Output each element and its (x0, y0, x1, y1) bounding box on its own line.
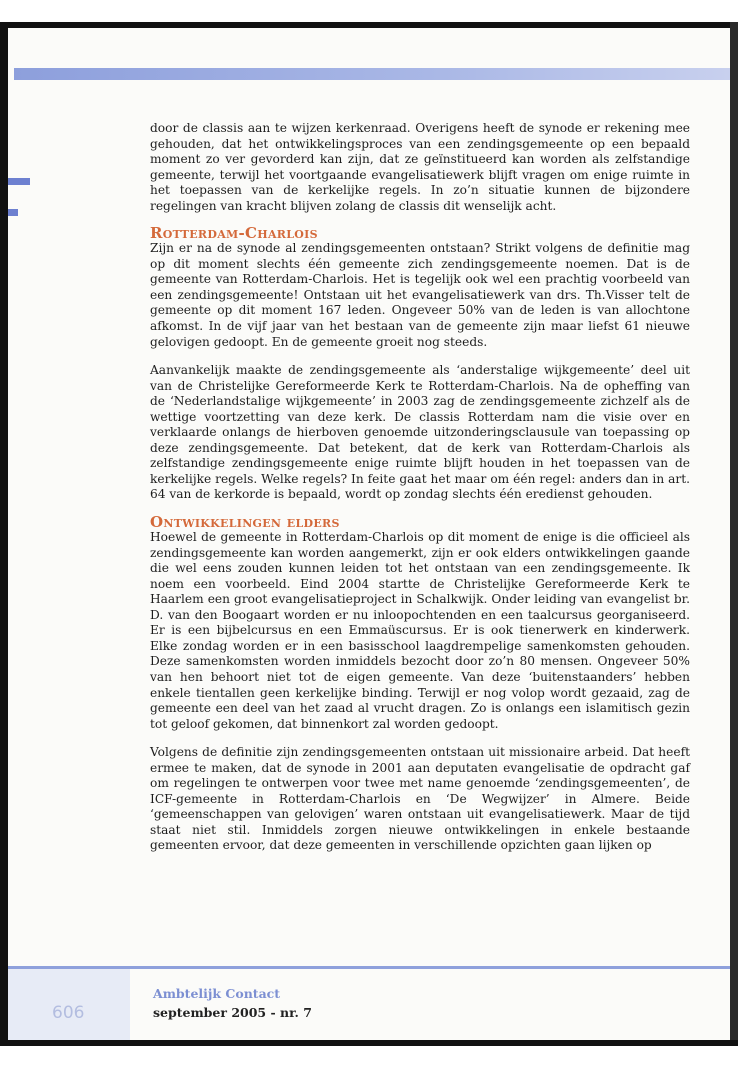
scan-border-right (730, 22, 738, 1046)
article-body (150, 121, 690, 854)
section-heading-ontwikkelingen-elders: Ontwikkelingen elders (150, 513, 340, 532)
margin-tab-2 (8, 209, 18, 216)
paragraph-elders-1: Hoewel de gemeente in Rotterdam-Charlois op dit moment de enige is die officieel als zendingsgemeente kan worden aangemerkt, zijn er ook elders ontwikkelingen gaande die wel eens zouden kunnen leiden tot het ontstaan van een zendingsgemeente. Ik noem een voorbeeld. Eind 2004 startte de Christelijke Gereformeerde Kerk te Haarlem een groot evangelisatieproject in Schalkwijk. Onder leiding van evangelist br. D. van den Boogaart worden er nu inloopochtenden en een taalcursus georganiseerd. Er is een bijbelcursus en een Emmaüscursus. Er is ook tienerwerk en kinderwerk. Elke zondag worden er in een basisschool laagdrempelige samenkomsten gehouden. Deze samenkomsten worden inmiddels bezocht door zo’n 80 mensen. Ongeveer 50% van hen behoort niet tot de eigen gemeente. Van deze ‘buitenstaanders’ hebben enkele tientallen geen kerkelijke binding. Terwijl er nog volop wordt gezaaid, zag de gemeente een deel van het zaad al vrucht dragen. Zo is onlangs een islamitisch gezin tot geloof gekomen, dat binnenkort zal worden gedoopt. (150, 530, 690, 731)
issue-label: september 2005 - nr. 7 (153, 1005, 312, 1020)
margin-tab-1 (8, 178, 30, 185)
magazine-title: Ambtelijk Contact (153, 986, 281, 1001)
section-heading-rotterdam-charlois: Rotterdam-Charlois (150, 224, 318, 243)
scan-border-bottom (0, 1040, 738, 1046)
header-color-band (14, 68, 730, 80)
scan-border-left (0, 22, 8, 1042)
paragraph-charlois-2: Aanvankelijk maakte de zendingsgemeente als ‘anderstalige wijkgemeente’ deel uit van de Christelijke Gereformeerde Kerk te Rotterdam-Charlois. Na de opheffing van de ‘Nederlandstalige wijkgemeente’ in 2003 zag de zendingsgemeente zichzelf als de wettige voortzetting van deze kerk. De classis Rotterdam nam die visie over en verklaarde onlangs de hierboven genoemde uitzonderingsclausule van toepassing op deze zendingsgemeente. Dat betekent, dat de kerk van Rotterdam-Charlois als zelfstandige zendingsgemeente enige ruimte blijft houden in het toepassen van de kerkelijke regels. Welke regels? In feite gaat het maar om één regel: anders dan in art. 64 van de kerkorde is bepaald, wordt op zondag slechts één eredienst gehouden. (150, 363, 690, 502)
paragraph-charlois-1: Zijn er na de synode al zendingsgemeenten ontstaan? Strikt volgens de definitie mag op dit moment slechts één gemeente zich zendingsgemeente noemen. Dat is de gemeente van Rotterdam-Charlois. Het is tegelijk ook wel een prachtig voorbeeld van een zendingsgemeente! Ontstaan uit het evangelisatiewerk van drs. Th.Visser telt de gemeente op dit moment 167 leden. Ongeveer 50% van de leden is van allochtone afkomst. In de vijf jaar van het bestaan van de gemeente zijn maar liefst 61 nieuwe gelovigen gedoopt. En de gemeente groeit nog steeds. (150, 241, 690, 349)
paragraph-intro: door de classis aan te wijzen kerkenraad. Overigens heeft de synode er rekening mee gehouden, dat het ontwikkelingsproces van een zendingsgemeente op een bepaald moment zo ver gevorderd kan zijn, dat ze geïnstitueerd kan worden als zelfstandige gemeente, terwijl het voortgaande evangelisatiewerk blijft vragen om enige ruimte in het toepassen van de kerkelijke regels. In zo’n situatie kunnen de bijzondere regelingen van kracht blijven zolang de classis dit wenselijk acht. (150, 121, 690, 213)
paragraph-elders-2: Volgens de definitie zijn zendingsgemeenten ontstaan uit missionaire arbeid. Dat heeft ermee te maken, dat de synode in 2001 aan deputaten evangelisatie de opdracht gaf om regelingen te ontwerpen voor twee met name genoemde ‘zendingsgemeenten’, de ICF-gemeente in Rotterdam-Charlois en ‘De Wegwijzer’ in Almere. Beide ‘gemeenschappen van gelovigen’ waren ontstaan uit evangelisatiewerk. Maar de tijd staat niet stil. Inmiddels zorgen nieuwe ontwikkelingen in enkele bestaande gemeenten ervoor, dat deze gemeenten in verschillende opzichten gaan lijken op (150, 745, 690, 853)
page-number: 606 (52, 1003, 85, 1023)
